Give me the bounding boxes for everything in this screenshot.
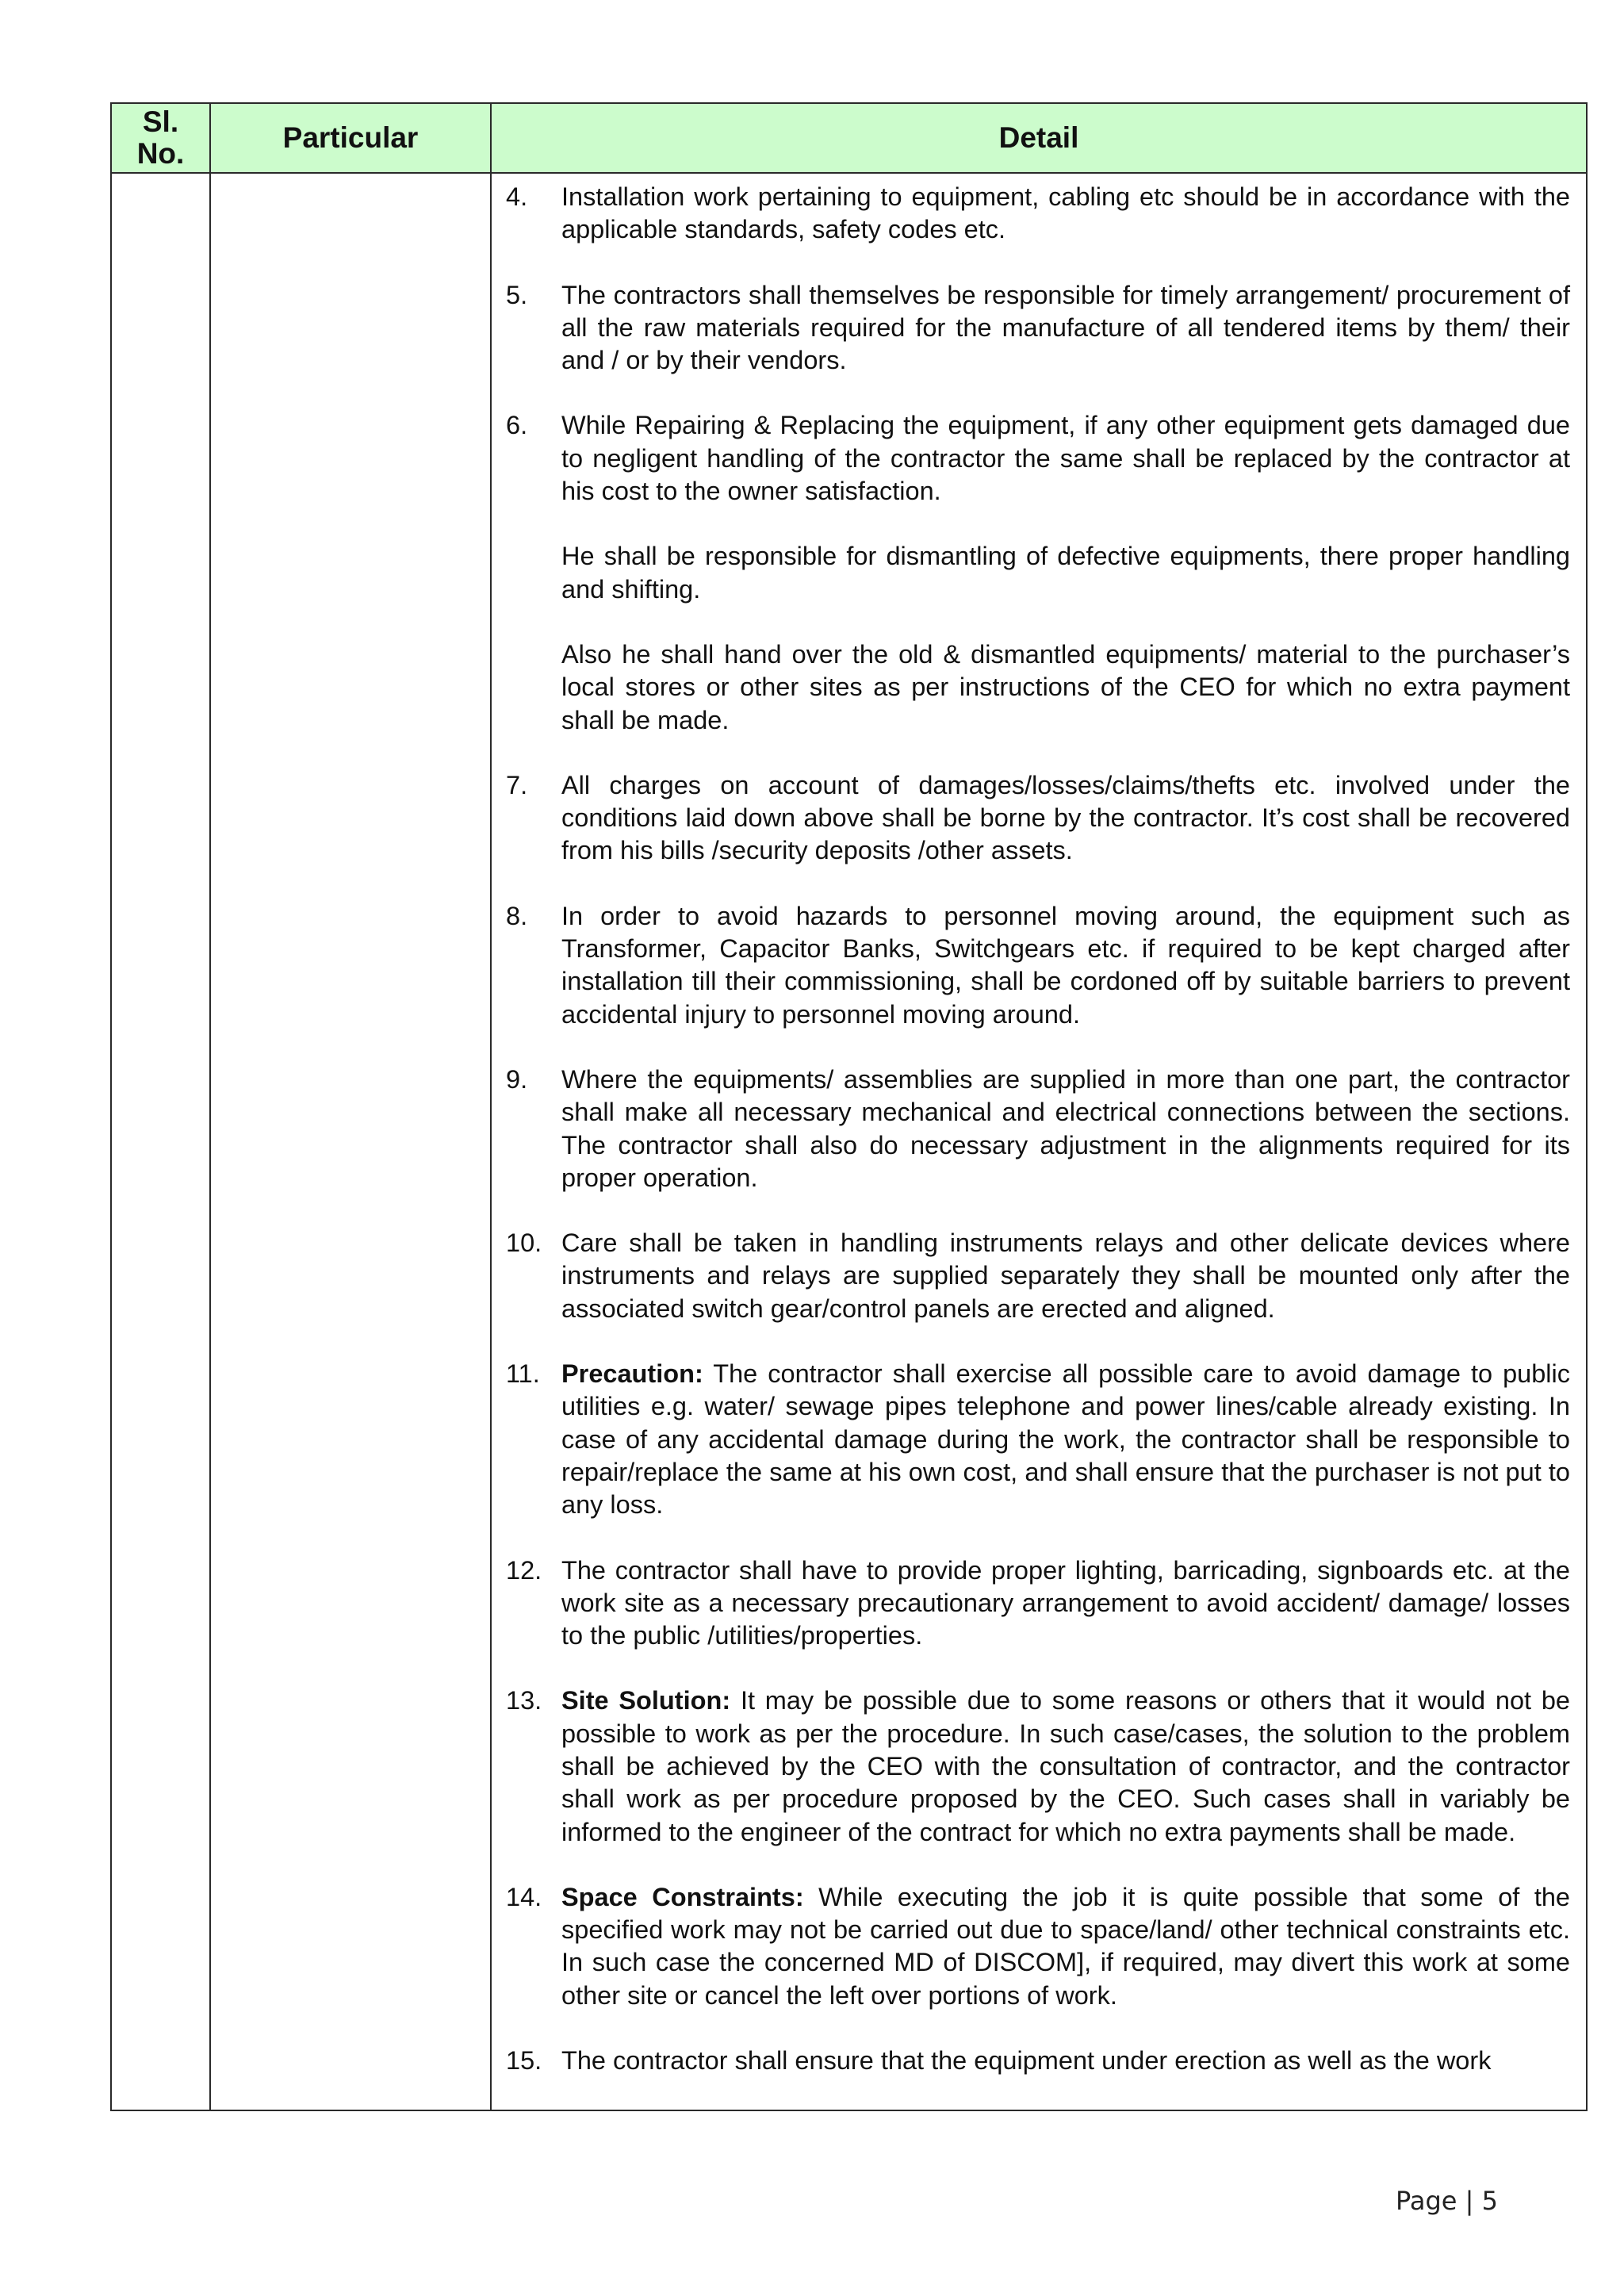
item-number: 14. — [506, 1882, 542, 1911]
item-paragraph — [561, 1358, 1570, 1521]
table-row — [111, 173, 1587, 2110]
item-text: All charges on account of damages/losses/claims/thefts etc. involved under the conditions laid down above shall be borne by the contractor. It’s cost shall be recovered from his bills /security deposits /other assets. — [561, 770, 1570, 865]
header-detail: Detail — [491, 103, 1587, 173]
item-number: 7. — [506, 770, 528, 799]
item-paragraph — [561, 1064, 1570, 1194]
item-text: Where the equipments/ assemblies are supplied in more than one part, the contractor shall make all necessary mechanical and electrical connections between the sections. The contractor shall also do necessary adjustment in the alignments required for its proper operation. — [561, 1064, 1570, 1192]
item-number: 13. — [506, 1686, 542, 1715]
sl-no-cell — [111, 173, 210, 2110]
item-paragraph — [561, 409, 1570, 508]
list-item — [492, 1227, 1570, 1325]
item-lead-label: Space Constraints: — [561, 1882, 804, 1911]
item-paragraph — [561, 540, 1570, 606]
list-item — [492, 1881, 1570, 2012]
item-paragraph — [561, 1554, 1570, 1653]
item-paragraph — [561, 769, 1570, 868]
detail-cell — [491, 173, 1587, 2110]
item-paragraph — [561, 1685, 1570, 1848]
item-number: 8. — [506, 901, 528, 930]
detail-item-list — [492, 174, 1586, 2077]
item-text: It may be possible due to some reasons or others that it would not be possible to work as per the procedure. In such case/cases, the solution to the problem shall be achieved by the CEO with the consultation of contractor, and the contractor shall work as per procedure proposed by the CEO. Such cases shall in variably be informed to the engineer of the contract for which no extra payments shall be made. — [561, 1686, 1570, 1846]
list-item — [492, 1358, 1570, 1521]
item-text: The contractor shall ensure that the equipment under erection as well as the work — [561, 2046, 1492, 2076]
list-item — [492, 1064, 1570, 1194]
item-text: In order to avoid hazards to personnel moving around, the equipment such as Transformer, Capacitor Banks, Switchgears etc. if required to be kept charged after installation till their commissioning, shall be cordoned off by suitable barriers to prevent accidental injury to personnel moving around. — [561, 901, 1570, 1029]
item-text: Installation work pertaining to equipment, cabling etc should be in accordance with the applicable standards, safety codes etc. — [561, 182, 1570, 244]
item-paragraph — [561, 900, 1570, 1031]
item-lead-label: Site Solution: — [561, 1686, 731, 1715]
table-header-row — [111, 103, 1587, 173]
list-item — [492, 1554, 1570, 1653]
item-text: Also he shall hand over the old & dismantled equipments/ material to the purchaser’s local stores or other sites as per instructions of the CEO for which no extra payment shall be made. — [561, 639, 1570, 734]
list-item — [492, 279, 1570, 378]
item-lead-label: Precaution: — [561, 1359, 703, 1389]
page-number: Page | 5 — [1396, 2186, 1498, 2216]
header-particular: Particular — [210, 103, 491, 173]
item-number: 9. — [506, 1064, 528, 1094]
item-number: 11. — [506, 1359, 540, 1389]
list-item — [492, 900, 1570, 1031]
item-text: While executing the job it is quite possible that some of the specified work may not be carried out due to space/land/ other technical constraints etc. In such case the concerned MD of DISCOM], if required, may divert this work at some other site or cancel the left over portions of work. — [561, 1882, 1570, 2010]
list-item — [492, 2045, 1570, 2077]
item-number: 12. — [506, 1555, 542, 1585]
item-paragraph — [561, 1227, 1570, 1325]
specification-table — [110, 102, 1588, 2111]
item-text: The contractors shall themselves be responsible for timely arrangement/ procurement of all the raw materials required for the manufacture of all tendered items by them/ their and / or by their vendors. — [561, 280, 1570, 375]
item-paragraph — [561, 638, 1570, 737]
list-item — [492, 1685, 1570, 1848]
item-paragraph — [561, 1881, 1570, 2012]
item-number: 6. — [506, 411, 528, 440]
particular-cell — [210, 173, 491, 2110]
item-number: 5. — [506, 280, 528, 309]
list-item — [492, 181, 1570, 247]
item-number: 10. — [506, 1228, 542, 1258]
item-text: Care shall be taken in handling instruments relays and other delicate devices where instruments and relays are supplied separately they shall be mounted only after the associated switch gear/control panels are erected and aligned. — [561, 1228, 1570, 1323]
item-number: 4. — [506, 182, 528, 211]
item-text: The contractor shall exercise all possible care to avoid damage to public utilities e.g. water/ sewage pipes telephone and power lines/cable already existing. In case of any accidental damage during the work, the contractor shall be responsible to repair/replace the same at his own cost, and shall ensure that the purchaser is not put to any loss. — [561, 1359, 1570, 1520]
item-text: While Repairing & Replacing the equipment, if any other equipment gets damaged due to negligent handling of the contractor the same shall be replaced by the contractor at his cost to the owner satisfaction. — [561, 411, 1570, 506]
item-number: 15. — [506, 2046, 542, 2076]
item-paragraph — [561, 181, 1570, 247]
item-paragraph — [561, 2045, 1570, 2077]
list-item — [492, 769, 1570, 868]
list-item — [492, 409, 1570, 736]
item-text: He shall be responsible for dismantling of defective equipments, there proper handling and shifting. — [561, 542, 1570, 604]
header-sl-no: Sl. No. — [111, 103, 210, 173]
item-text: The contractor shall have to provide proper lighting, barricading, signboards etc. at the work site as a necessary precautionary arrangement to avoid accident/ damage/ losses to the public /utilities/properties. — [561, 1555, 1570, 1650]
item-paragraph — [561, 279, 1570, 378]
